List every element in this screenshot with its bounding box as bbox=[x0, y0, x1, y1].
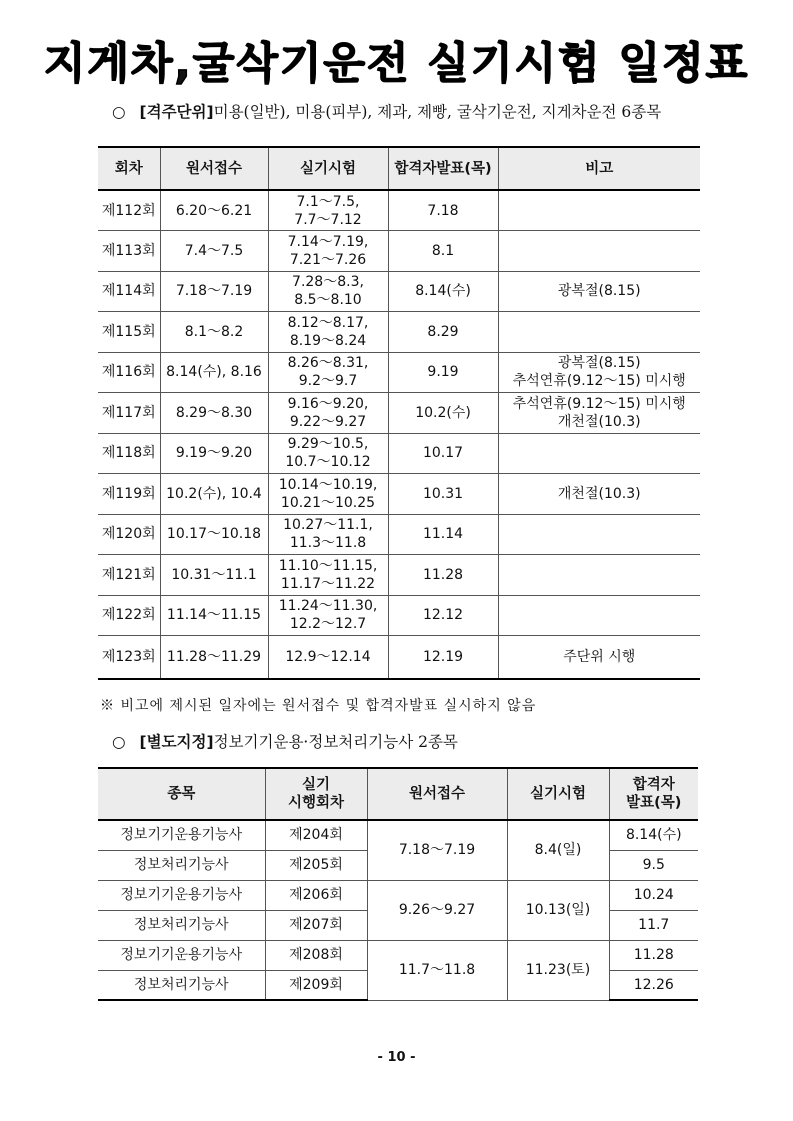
header-apply: 원서접수 bbox=[160, 147, 268, 190]
result-cell: 8.1 bbox=[388, 231, 498, 272]
section-heading: [격주단위] bbox=[139, 103, 214, 121]
special-schedule-table bbox=[98, 767, 698, 1001]
round-cell: 제205회 bbox=[265, 850, 367, 880]
note-cell: 추석연휴(9.12～15) 미시행 개천절(10.3) bbox=[498, 393, 700, 434]
section-special bbox=[112, 730, 458, 752]
table-row bbox=[98, 190, 700, 231]
header-apply: 원서접수 bbox=[367, 768, 507, 820]
round-cell: 제204회 bbox=[265, 820, 367, 850]
exam-cell: 8.12～8.17, 8.19～8.24 bbox=[268, 312, 388, 353]
apply-cell: 9.19～9.20 bbox=[160, 433, 268, 474]
round-cell: 제118회 bbox=[98, 433, 160, 474]
note-cell: 광복절(8.15) 추석연휴(9.12～15) 미시행 bbox=[498, 352, 700, 393]
table-row bbox=[98, 555, 700, 596]
round-cell: 제209회 bbox=[265, 970, 367, 1000]
apply-cell: 11.7～11.8 bbox=[367, 940, 507, 1000]
result-cell: 11.14 bbox=[388, 514, 498, 555]
result-cell: 11.7 bbox=[609, 910, 698, 940]
subject-cell: 정보기기운용기능사 bbox=[98, 880, 265, 910]
result-cell: 8.14(수) bbox=[388, 271, 498, 312]
table-header-row bbox=[98, 768, 698, 820]
exam-cell: 11.23(토) bbox=[507, 940, 609, 1000]
table-row bbox=[98, 514, 700, 555]
table-row bbox=[98, 312, 700, 353]
table-row bbox=[98, 474, 700, 515]
result-cell: 12.19 bbox=[388, 636, 498, 679]
result-cell: 11.28 bbox=[388, 555, 498, 596]
table-row bbox=[98, 940, 698, 970]
round-cell: 제114회 bbox=[98, 271, 160, 312]
table-row bbox=[98, 393, 700, 434]
round-cell: 제119회 bbox=[98, 474, 160, 515]
apply-cell: 10.2(수), 10.4 bbox=[160, 474, 268, 515]
apply-cell: 7.4～7.5 bbox=[160, 231, 268, 272]
exam-cell: 8.4(일) bbox=[507, 820, 609, 880]
round-cell: 제112회 bbox=[98, 190, 160, 231]
note-cell bbox=[498, 433, 700, 474]
note-cell: 개천절(10.3) bbox=[498, 474, 700, 515]
table-row bbox=[98, 271, 700, 312]
round-cell: 제123회 bbox=[98, 636, 160, 679]
round-cell: 제115회 bbox=[98, 312, 160, 353]
note-cell bbox=[498, 190, 700, 231]
round-cell: 제116회 bbox=[98, 352, 160, 393]
result-cell: 8.14(수) bbox=[609, 820, 698, 850]
exam-cell: 9.29～10.5, 10.7～10.12 bbox=[268, 433, 388, 474]
exam-cell: 10.27～11.1, 11.3～11.8 bbox=[268, 514, 388, 555]
apply-cell: 8.1～8.2 bbox=[160, 312, 268, 353]
round-cell: 제113회 bbox=[98, 231, 160, 272]
header-result: 합격자 발표(목) bbox=[609, 768, 698, 820]
subject-cell: 정보기기운용기능사 bbox=[98, 820, 265, 850]
section-weekly bbox=[112, 100, 661, 122]
exam-cell: 11.10～11.15, 11.17～11.22 bbox=[268, 555, 388, 596]
header-result: 합격자발표(목) bbox=[388, 147, 498, 190]
exam-cell: 10.13(일) bbox=[507, 880, 609, 940]
result-cell: 10.24 bbox=[609, 880, 698, 910]
section-heading: [별도지정] bbox=[139, 733, 214, 751]
header-exam: 실기시험 bbox=[268, 147, 388, 190]
round-cell: 제122회 bbox=[98, 595, 160, 636]
footnote: ※ 비고에 제시된 일자에는 원서접수 및 합격자발표 실시하지 않음 bbox=[100, 698, 537, 714]
result-cell: 12.26 bbox=[609, 970, 698, 1000]
header-round: 회차 bbox=[98, 147, 160, 190]
header-subject: 종목 bbox=[98, 768, 265, 820]
table-row bbox=[98, 231, 700, 272]
result-cell: 9.5 bbox=[609, 850, 698, 880]
apply-cell: 9.26～9.27 bbox=[367, 880, 507, 940]
apply-cell: 6.20～6.21 bbox=[160, 190, 268, 231]
result-cell: 10.2(수) bbox=[388, 393, 498, 434]
round-cell: 제208회 bbox=[265, 940, 367, 970]
page-title: 지게차,굴삭기운전 실기시험 일정표 bbox=[43, 39, 750, 89]
exam-cell: 10.14～10.19, 10.21～10.25 bbox=[268, 474, 388, 515]
header-note: 비고 bbox=[498, 147, 700, 190]
section-text: 정보기기운용·정보처리기능사 2종목 bbox=[213, 733, 458, 751]
apply-cell: 7.18～7.19 bbox=[367, 820, 507, 880]
result-cell: 12.12 bbox=[388, 595, 498, 636]
note-cell bbox=[498, 555, 700, 596]
result-cell: 11.28 bbox=[609, 940, 698, 970]
note-cell: 광복절(8.15) bbox=[498, 271, 700, 312]
table-row bbox=[98, 636, 700, 679]
round-cell: 제120회 bbox=[98, 514, 160, 555]
table-row bbox=[98, 820, 698, 850]
apply-cell: 7.18～7.19 bbox=[160, 271, 268, 312]
round-cell: 제207회 bbox=[265, 910, 367, 940]
table-row bbox=[98, 595, 700, 636]
exam-cell: 7.14～7.19, 7.21～7.26 bbox=[268, 231, 388, 272]
table-row bbox=[98, 433, 700, 474]
note-cell bbox=[498, 312, 700, 353]
apply-cell: 10.31～11.1 bbox=[160, 555, 268, 596]
table-header-row bbox=[98, 147, 700, 190]
subject-cell: 정보처리기능사 bbox=[98, 850, 265, 880]
apply-cell: 8.29～8.30 bbox=[160, 393, 268, 434]
subject-cell: 정보처리기능사 bbox=[98, 970, 265, 1000]
table-row bbox=[98, 352, 700, 393]
result-cell: 10.17 bbox=[388, 433, 498, 474]
apply-cell: 11.14～11.15 bbox=[160, 595, 268, 636]
exam-cell: 8.26～8.31, 9.2～9.7 bbox=[268, 352, 388, 393]
header-exam-round: 실기 시행회차 bbox=[265, 768, 367, 820]
result-cell: 9.19 bbox=[388, 352, 498, 393]
note-cell bbox=[498, 231, 700, 272]
bullet-circle: ○ bbox=[112, 103, 126, 121]
apply-cell: 10.17～10.18 bbox=[160, 514, 268, 555]
subject-cell: 정보처리기능사 bbox=[98, 910, 265, 940]
round-cell: 제121회 bbox=[98, 555, 160, 596]
weekly-schedule-table bbox=[98, 146, 700, 680]
exam-cell: 12.9～12.14 bbox=[268, 636, 388, 679]
result-cell: 8.29 bbox=[388, 312, 498, 353]
header-exam: 실기시험 bbox=[507, 768, 609, 820]
bullet-circle: ○ bbox=[112, 733, 126, 751]
section-text: 미용(일반), 미용(피부), 제과, 제빵, 굴삭기운전, 지게차운전 6종목 bbox=[213, 103, 662, 121]
exam-cell: 9.16～9.20, 9.22～9.27 bbox=[268, 393, 388, 434]
note-cell: 주단위 시행 bbox=[498, 636, 700, 679]
apply-cell: 8.14(수), 8.16 bbox=[160, 352, 268, 393]
page-number: - 10 - bbox=[377, 1050, 416, 1065]
exam-cell: 7.28～8.3, 8.5～8.10 bbox=[268, 271, 388, 312]
table-row bbox=[98, 880, 698, 910]
exam-cell: 11.24～11.30, 12.2～12.7 bbox=[268, 595, 388, 636]
subject-cell: 정보기기운용기능사 bbox=[98, 940, 265, 970]
note-cell bbox=[498, 595, 700, 636]
round-cell: 제206회 bbox=[265, 880, 367, 910]
result-cell: 10.31 bbox=[388, 474, 498, 515]
exam-cell: 7.1～7.5, 7.7～7.12 bbox=[268, 190, 388, 231]
result-cell: 7.18 bbox=[388, 190, 498, 231]
round-cell: 제117회 bbox=[98, 393, 160, 434]
apply-cell: 11.28～11.29 bbox=[160, 636, 268, 679]
note-cell bbox=[498, 514, 700, 555]
